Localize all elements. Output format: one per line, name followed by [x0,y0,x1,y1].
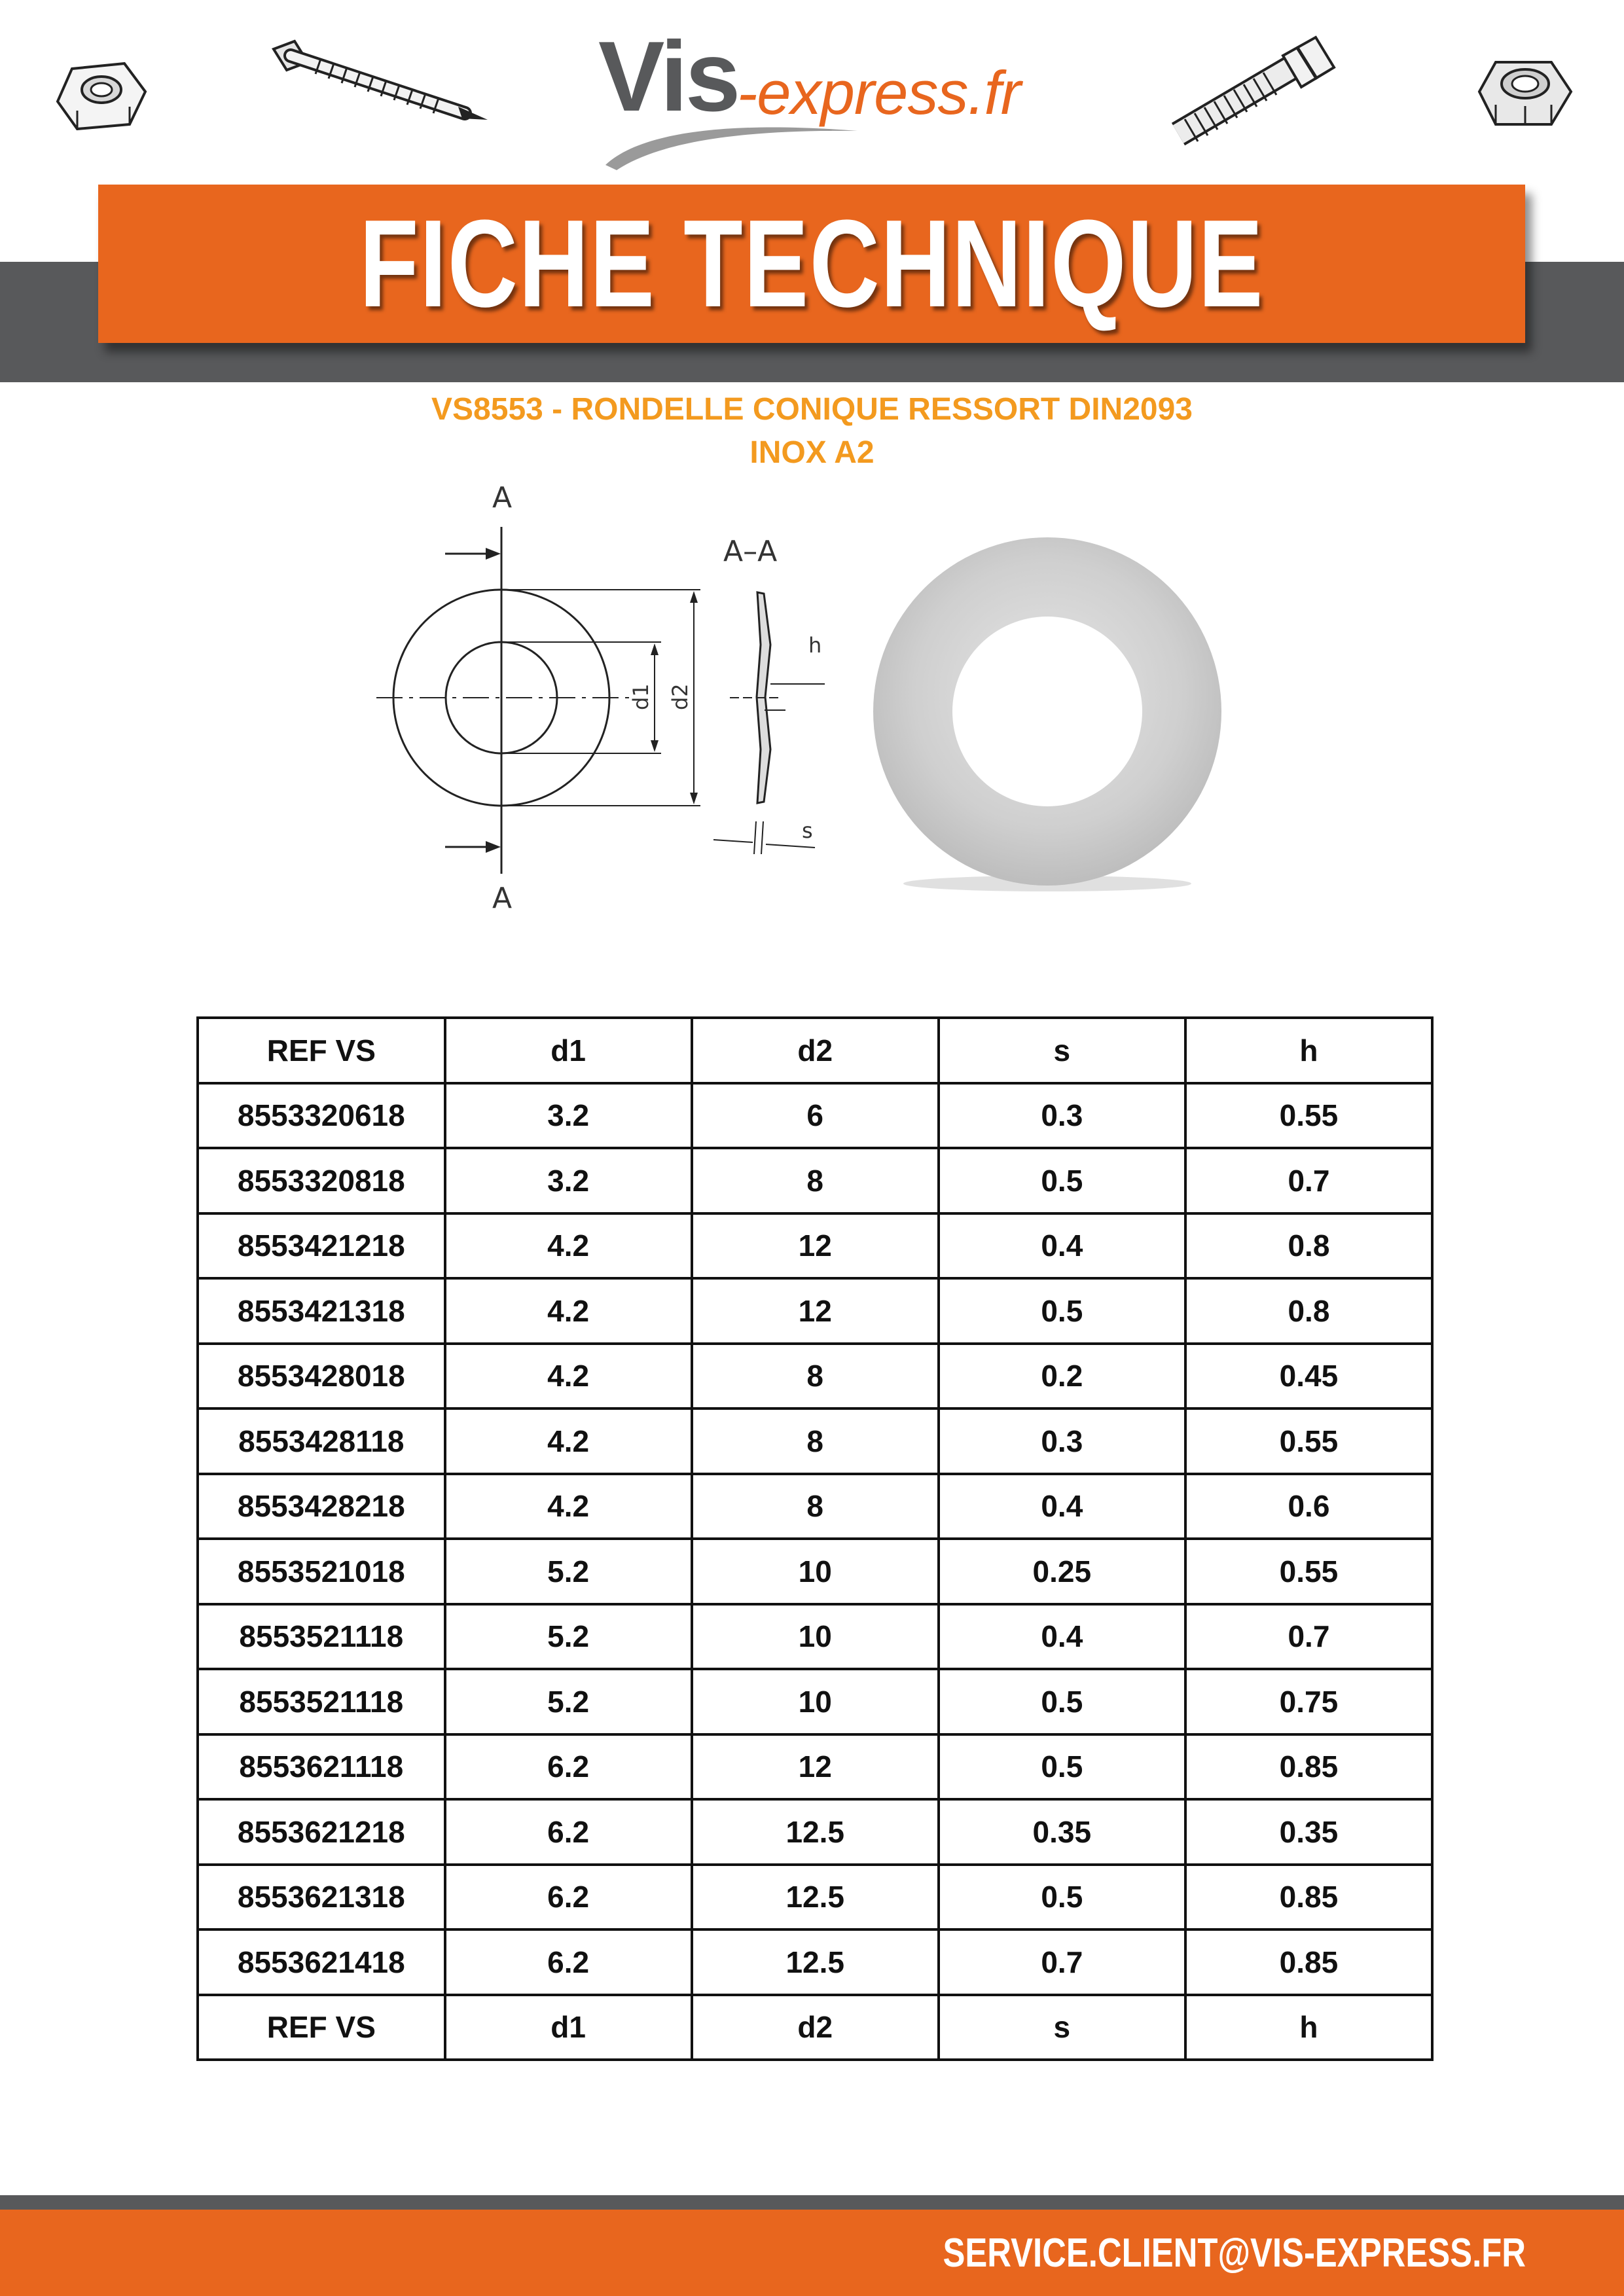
table-cell-ref: 8553521118 [198,1604,445,1670]
dim-label-d1: d1 [628,683,653,710]
table-cell-d1: 5.2 [445,1539,692,1604]
table-cell-s: 0.5 [939,1148,1185,1213]
table-cell-h: 0.8 [1185,1278,1432,1344]
table-cell-d1: 6.2 [445,1865,692,1930]
table-cell-ref: 8553421318 [198,1278,445,1344]
table-cell-ref: 8553428118 [198,1408,445,1474]
table-header-h: h [1185,1018,1432,1083]
table-cell-ref: 8553621218 [198,1799,445,1865]
footer-grey-band [0,2195,1624,2210]
logo-suffix-text: -express.fr [737,58,1020,127]
table-row [198,1083,1432,1149]
logo-main-text: Vis [598,21,738,132]
table-cell-h: 0.55 [1185,1539,1432,1604]
logo-swoosh-icon [602,118,864,170]
table-header-h: h [1185,1995,1432,2060]
table-cell-h: 0.8 [1185,1213,1432,1279]
table-row [198,1799,1432,1865]
table-row [198,1539,1432,1604]
table-header-d1: d1 [445,1995,692,2060]
table-header-s: s [939,1995,1185,2060]
table-cell-s: 0.4 [939,1474,1185,1539]
table-cell-h: 0.35 [1185,1799,1432,1865]
table-cell-d1: 4.2 [445,1474,692,1539]
table-header-ref: REF VS [198,1995,445,2060]
page-title: FICHE TECHNIQUE [359,194,1264,333]
table-cell-ref: 8553621318 [198,1865,445,1930]
washer-photo [864,533,1231,900]
table-row [198,1604,1432,1670]
slotted-bolt-icon [1159,29,1342,147]
table-cell-d2: 12.5 [692,1865,939,1930]
table-cell-d2: 8 [692,1408,939,1474]
table-cell-d2: 8 [692,1148,939,1213]
table-header-row [198,1018,1432,1083]
section-mark-bottom: A [492,882,513,915]
section-mark-top: A [492,481,513,514]
table-cell-h: 0.55 [1185,1408,1432,1474]
table-cell-d2: 8 [692,1474,939,1539]
table-cell-h: 0.45 [1185,1344,1432,1409]
table-cell-ref: 8553428018 [198,1344,445,1409]
table-cell-h: 0.7 [1185,1604,1432,1670]
table-cell-s: 0.3 [939,1083,1185,1149]
spec-table [196,1016,1434,2061]
table-cell-ref: 8553621118 [198,1734,445,1800]
table-cell-ref: 8553320818 [198,1148,445,1213]
table-row [198,1344,1432,1409]
table-cell-h: 0.85 [1185,1929,1432,1995]
table-row [198,1278,1432,1344]
table-cell-d1: 5.2 [445,1604,692,1670]
table-cell-d1: 6.2 [445,1929,692,1995]
table-row [198,1148,1432,1213]
table-cell-d1: 4.2 [445,1278,692,1344]
dim-label-h: h [808,633,822,658]
hex-nut-icon [52,56,151,141]
table-cell-ref: 8553621418 [198,1929,445,1995]
footer-email[interactable]: SERVICE.CLIENT@VIS-EXPRESS.FR [943,2230,1526,2276]
table-cell-s: 0.7 [939,1929,1185,1995]
table-cell-d2: 12 [692,1734,939,1800]
table-cell-s: 0.4 [939,1213,1185,1279]
table-cell-ref: 8553320618 [198,1083,445,1149]
table-cell-h: 0.55 [1185,1083,1432,1149]
dim-label-s: s [802,818,813,843]
table-cell-d1: 3.2 [445,1148,692,1213]
table-row [198,1408,1432,1474]
table-cell-d1: 3.2 [445,1083,692,1149]
product-title-line1: VS8553 - RONDELLE CONIQUE RESSORT DIN2093 [431,392,1193,427]
table-cell-ref: 8553421218 [198,1213,445,1279]
table-cell-s: 0.25 [939,1539,1185,1604]
table-cell-s: 0.3 [939,1408,1185,1474]
table-cell-s: 0.2 [939,1344,1185,1409]
table-footer-row [198,1995,1432,2060]
brand-logo [589,20,1047,164]
table-cell-d2: 10 [692,1539,939,1604]
table-cell-d2: 10 [692,1604,939,1670]
table-cell-s: 0.4 [939,1604,1185,1670]
table-header-s: s [939,1018,1185,1083]
table-cell-d1: 6.2 [445,1734,692,1800]
table-cell-d1: 4.2 [445,1408,692,1474]
table-cell-s: 0.5 [939,1734,1185,1800]
table-header-d2: d2 [692,1018,939,1083]
table-cell-d2: 8 [692,1344,939,1409]
table-cell-d1: 4.2 [445,1344,692,1409]
table-cell-h: 0.7 [1185,1148,1432,1213]
table-cell-s: 0.35 [939,1799,1185,1865]
dim-label-d2: d2 [668,683,693,710]
table-row [198,1865,1432,1930]
table-cell-d2: 12.5 [692,1929,939,1995]
table-cell-h: 0.85 [1185,1734,1432,1800]
table-cell-ref: 8553521118 [198,1669,445,1734]
table-cell-d2: 6 [692,1083,939,1149]
table-cell-d1: 5.2 [445,1669,692,1734]
table-cell-ref: 8553428218 [198,1474,445,1539]
wood-screw-icon [268,36,491,128]
table-cell-d2: 12 [692,1213,939,1279]
table-row [198,1474,1432,1539]
table-cell-h: 0.85 [1185,1865,1432,1930]
table-cell-s: 0.5 [939,1669,1185,1734]
table-header-ref: REF VS [198,1018,445,1083]
table-row [198,1929,1432,1995]
hex-nut-icon [1476,52,1574,137]
table-row [198,1213,1432,1279]
table-cell-d2: 12 [692,1278,939,1344]
table-header-d1: d1 [445,1018,692,1083]
section-title: A–A [723,535,778,568]
product-title-line2: INOX A2 [749,435,875,470]
table-row [198,1669,1432,1734]
table-cell-s: 0.5 [939,1865,1185,1930]
table-cell-h: 0.75 [1185,1669,1432,1734]
table-row [198,1734,1432,1800]
table-cell-s: 0.5 [939,1278,1185,1344]
table-cell-d1: 6.2 [445,1799,692,1865]
table-cell-d2: 10 [692,1669,939,1734]
table-cell-d2: 12.5 [692,1799,939,1865]
table-cell-d1: 4.2 [445,1213,692,1279]
table-cell-h: 0.6 [1185,1474,1432,1539]
table-header-d2: d2 [692,1995,939,2060]
washer-technical-drawing [373,481,844,920]
table-cell-ref: 8553521018 [198,1539,445,1604]
